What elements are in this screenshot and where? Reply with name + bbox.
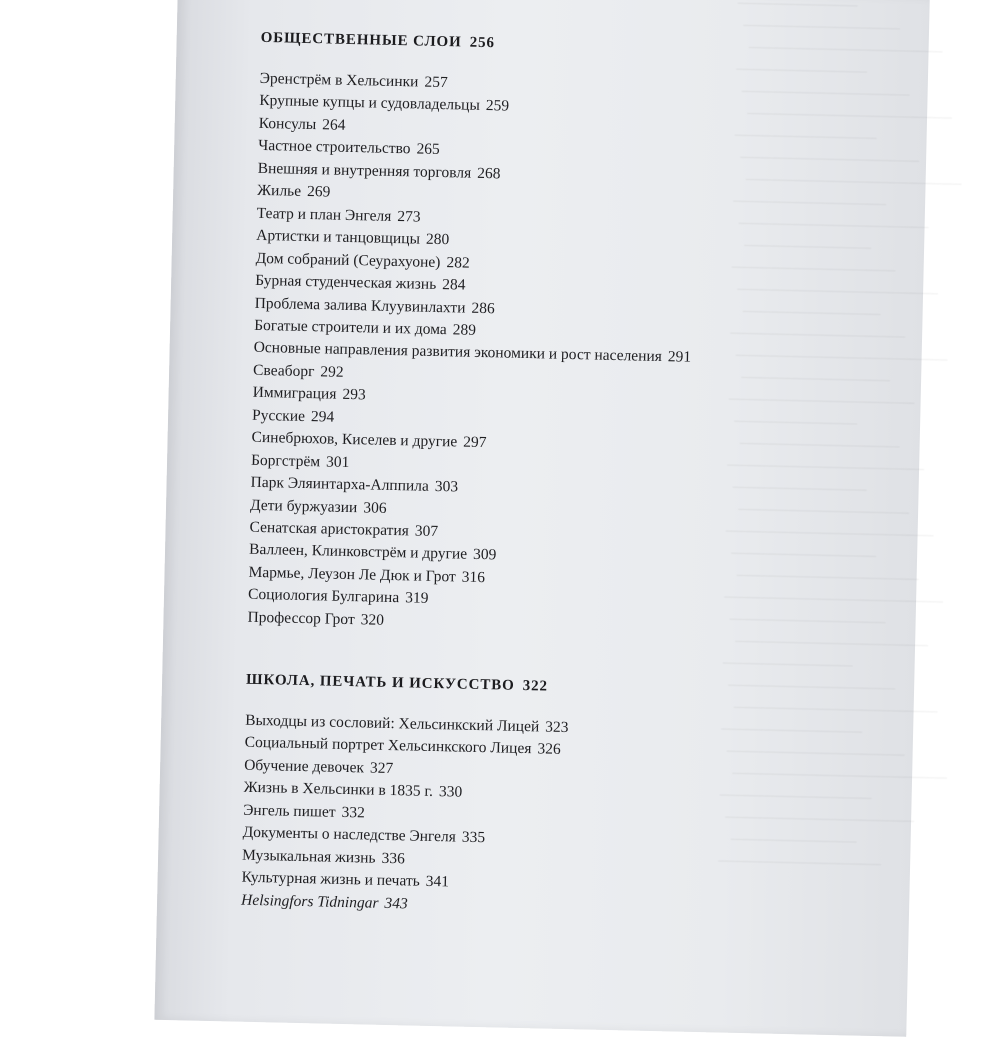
section-title-label: ШКОЛА, ПЕЧАТЬ И ИСКУССТВО xyxy=(245,671,515,694)
toc-entry-page: 335 xyxy=(461,828,486,847)
show-through-line xyxy=(744,245,871,262)
show-through-line xyxy=(745,179,961,198)
show-through-line xyxy=(739,443,899,461)
toc-entry-label: Обучение девочек xyxy=(244,756,365,777)
toc-entry-page: 341 xyxy=(425,872,450,891)
show-through-line xyxy=(748,47,942,65)
toc-entry-label: Консулы xyxy=(258,114,317,134)
show-through-line xyxy=(721,729,862,746)
show-through-line xyxy=(725,531,933,550)
toc-entry-label: Бурная студенческая жизнь xyxy=(255,271,437,293)
toc-entry-page: 284 xyxy=(442,276,466,294)
toc-entry-page: 264 xyxy=(322,116,346,134)
show-through-line xyxy=(730,839,856,856)
toc-entry-page: 286 xyxy=(471,299,495,317)
toc-entry-page: 292 xyxy=(320,363,344,381)
toc-entry-label: Дом собраний (Сеурахуоне) xyxy=(255,249,441,271)
show-through-line xyxy=(725,817,914,835)
show-through-line xyxy=(722,663,852,680)
toc-entry-label: Выходцы из сословий: Хельсинкский Лицей xyxy=(245,711,540,736)
toc-entry-page: 303 xyxy=(434,478,459,496)
show-through-line xyxy=(738,223,928,241)
toc-entry-page: 332 xyxy=(341,803,366,822)
show-through-line xyxy=(740,157,919,175)
toc-entry-label: Профессор Грот xyxy=(247,608,355,628)
toc-entry-label: Крупные купцы и судовладельцы xyxy=(259,92,481,115)
show-through-line xyxy=(735,641,928,659)
show-through-line xyxy=(726,751,904,769)
toc-entry xyxy=(242,846,405,868)
toc-entry-label: Музыкальная жизнь xyxy=(241,846,376,867)
toc-entry-page: 257 xyxy=(424,73,448,92)
show-through-line xyxy=(736,575,918,593)
toc-entry xyxy=(244,757,393,778)
toc-entry-page: 307 xyxy=(414,522,439,541)
toc-entry-page: 280 xyxy=(425,230,450,249)
toc-entry-page: 306 xyxy=(363,498,387,517)
show-through-line xyxy=(734,421,857,438)
show-through-line xyxy=(724,597,943,616)
toc-entry-label: Русские xyxy=(251,406,306,425)
toc-entry-page: 282 xyxy=(446,253,470,272)
toc-entry-page: 259 xyxy=(485,97,510,115)
toc-entry-label: Жилье xyxy=(257,182,302,201)
toc-entry-label: Социология Булгарина xyxy=(247,586,400,607)
toc-entry-label: Парк Эляинтарха-Алппила xyxy=(250,473,430,495)
toc-entry xyxy=(259,115,346,135)
toc-entry-label: Иммиграция xyxy=(252,384,337,403)
toc-entry-page: 320 xyxy=(360,611,385,629)
show-through-line xyxy=(747,113,952,132)
toc-entry-page: 326 xyxy=(537,740,561,759)
toc-entry-page: 343 xyxy=(384,894,408,913)
toc-entry-page: 291 xyxy=(667,348,692,367)
section-page-number: 322 xyxy=(522,678,549,695)
toc-entry-label: Мармье, Леузон Ле Дюк и Грот xyxy=(248,563,456,586)
show-through-line xyxy=(735,355,947,374)
show-through-line xyxy=(741,377,890,394)
toc-entry-label: Театр и план Энгеля xyxy=(256,204,392,225)
toc-entry-label: Культурная жизнь и печать xyxy=(241,868,420,890)
toc-entry-page: 294 xyxy=(310,407,335,426)
show-through-line xyxy=(733,707,937,726)
show-through-line xyxy=(719,794,871,811)
toc-entry xyxy=(247,609,384,630)
show-through-line xyxy=(736,69,867,86)
toc-entry-page: 289 xyxy=(452,321,477,339)
toc-entry-label: Артистки и танцовщицы xyxy=(256,226,421,248)
show-through-line xyxy=(729,619,885,637)
show-through-line xyxy=(718,860,881,878)
book-page xyxy=(154,0,929,1037)
toc-entry xyxy=(250,496,387,517)
toc-entry-page: 297 xyxy=(463,433,487,452)
toc-entry-page: 323 xyxy=(545,718,569,737)
toc-entry-label: Богатые строители и их дома xyxy=(253,316,447,339)
show-through-line xyxy=(742,311,880,328)
toc-entry-label: Валлеен, Клинковстрём и другие xyxy=(248,541,468,564)
toc-entry xyxy=(252,384,365,405)
show-through-line xyxy=(734,135,876,152)
show-through-line xyxy=(732,773,947,792)
toc-entry-label: Сенатская аристократия xyxy=(249,518,410,540)
toc-entry-label: Синебрюхов, Киселев и другие xyxy=(251,428,458,451)
toc-entry-page: 327 xyxy=(369,759,394,777)
toc-entry-page: 293 xyxy=(342,386,366,404)
show-through-line xyxy=(741,91,909,109)
show-through-line xyxy=(731,267,895,285)
toc-entry-label: Боргстрём xyxy=(250,451,321,470)
toc-entry-label: Социальный портрет Хельсинкского Лицея xyxy=(244,734,532,758)
toc-entry-page: 330 xyxy=(438,783,463,801)
show-through-line xyxy=(730,333,905,351)
toc-entry-label: Helsingfors Tidningar xyxy=(240,891,379,912)
section-title-label: ОБЩЕСТВЕННЫЕ СЛОИ xyxy=(260,29,462,51)
toc-entry-page: 336 xyxy=(381,849,406,868)
toc-entry-label: Внешняя и внутренняя торговля xyxy=(257,159,472,182)
toc-entry-label: Жизнь в Хельсинки в 1835 г. xyxy=(243,779,434,801)
toc-entry xyxy=(257,205,421,227)
toc-entry-label: Проблема залива Клуувинлахти xyxy=(254,294,466,317)
show-through-line xyxy=(728,685,895,703)
section-page-number: 256 xyxy=(469,34,496,52)
toc-entry xyxy=(241,891,408,913)
toc-entry xyxy=(251,451,350,471)
toc-entry-page: 265 xyxy=(416,140,440,159)
show-through-line xyxy=(727,465,924,483)
toc-entry-page: 273 xyxy=(397,207,421,226)
show-through-line xyxy=(737,3,857,20)
toc-entry-page: 268 xyxy=(477,164,501,183)
toc-entry-page: 316 xyxy=(461,568,486,587)
toc-entry-page: 269 xyxy=(306,183,331,201)
toc-entry-page: 309 xyxy=(472,546,497,564)
show-through-line xyxy=(732,487,866,504)
show-through-line xyxy=(728,399,914,417)
toc-entry xyxy=(252,407,334,427)
toc-entry-label: Документы о наследстве Энгеля xyxy=(242,823,457,846)
toc-entry-page: 301 xyxy=(325,453,350,471)
show-through-line xyxy=(737,289,938,308)
toc-entry-label: Энгель пишет xyxy=(242,801,336,821)
show-through-line xyxy=(738,509,909,527)
toc-entry-page: 319 xyxy=(404,589,429,608)
toc-entry xyxy=(257,182,331,202)
toc-entry-label: Свеаборг xyxy=(252,361,315,381)
toc-entry xyxy=(243,801,365,822)
show-through-line xyxy=(731,553,876,570)
toc-entry-label: Частное строительство xyxy=(258,137,411,158)
show-through-line xyxy=(733,201,886,218)
toc-entry xyxy=(253,362,344,382)
show-through-line xyxy=(743,25,900,43)
toc-entry-label: Дети буржуазии xyxy=(249,496,358,516)
toc-entry-label: Эренстрём в Хельсинки xyxy=(259,69,419,91)
toc-entry-label: Основные направления развития экономики и рост населения xyxy=(253,339,663,366)
